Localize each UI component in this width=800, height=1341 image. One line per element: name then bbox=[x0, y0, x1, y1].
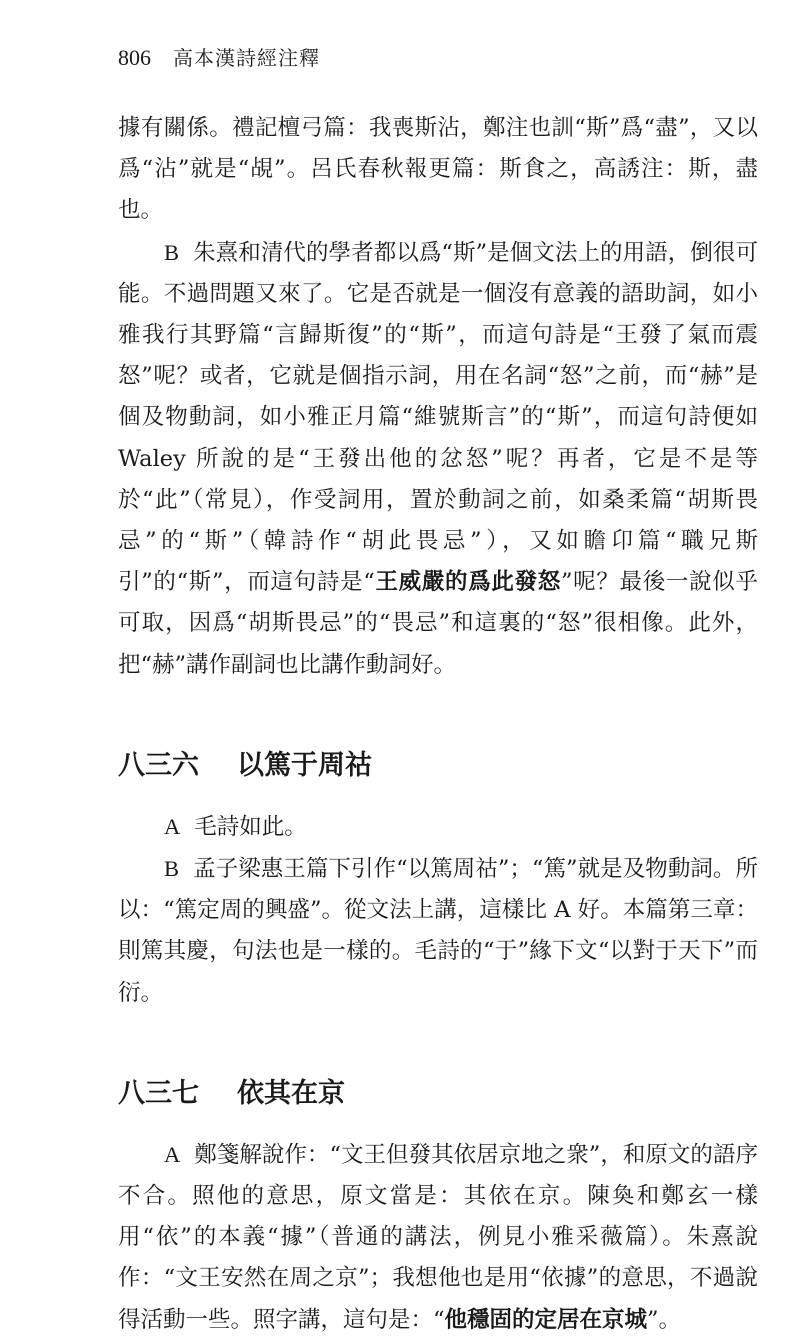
section-title: 以篤于周祜 bbox=[237, 749, 372, 781]
paragraph-text: ”。 bbox=[647, 1306, 682, 1333]
option-label-b: B bbox=[164, 239, 180, 265]
option-label-b: B bbox=[164, 856, 180, 882]
paragraph-b-836 bbox=[118, 848, 758, 1014]
paragraph-text: 孟子梁惠王篇下引作“以篤周祜”；“篤”就是及物動詞。所以：“篤定周的興盛”。從文法上講，這樣比 A 好。本篇第三章：則篤其慶，句法也是一樣的。毛詩的“于”緣下文“以對于天下”而衍。 bbox=[118, 856, 758, 1006]
paragraph-text: ”呢？最後一說似乎可取，因爲“胡斯畏忌”的“畏忌”和這裏的“怒”很相像。此外，把“赫”講作副詞也比講作動詞好。 bbox=[118, 569, 758, 678]
paragraph-a-836 bbox=[118, 806, 758, 848]
section-number: 八三七 bbox=[118, 1077, 199, 1109]
option-label-a: A bbox=[164, 813, 181, 839]
section-number: 八三六 bbox=[118, 749, 199, 781]
continuation-paragraph: 據有關係。禮記檀弓篇：我喪斯沾，鄭注也訓“斯”爲“盡”，又以爲“沾”就是“覘”。呂氏春秋報更篇：斯食之，高誘注：斯，盡也。 bbox=[118, 115, 758, 224]
paragraph-text: 朱熹和清代的學者都以爲“斯”是個文法上的用語，倒很可能。不過問題又來了。它是否就是一個沒有意義的語助詞，如小雅我行其野篇“言歸斯復”的“斯”，而這句詩是“王發了氣而震怒”呢？或者，它就是個指示詞，用在名詞“怒”之前，而“赫”是個及物動詞，如小雅正月篇“維號斯言”的“斯”，而這句詩便如 Waley 所說的是“王發出他的忿怒”呢？再者，它是不是等於“此”（常見），作受詞用，置於動詞之前，如桑柔篇“胡斯畏忌”的“斯”（韓詩作“胡此畏忌”），又如瞻卬篇“職兄斯引”的“斯”，而這句詩是“ bbox=[118, 239, 758, 596]
paragraph-b-intro bbox=[118, 232, 758, 686]
option-label-a: A bbox=[164, 1141, 181, 1167]
paragraph-text: 鄭箋解說作：“文王但發其依居京地之衆”，和原文的語序不合。照他的意思，原文當是：其依在京。陳奐和鄭玄一樣用“依”的本義“據”（普通的講法，例見小雅采薇篇）。朱熹說作：“文王安然在周之京”；我想他也是用“依據”的意思，不過說得活動一些。照字講，這句是：“ bbox=[118, 1141, 758, 1333]
emphasized-translation: 王威嚴的爲此發怒 bbox=[374, 569, 561, 596]
section-heading-836 bbox=[118, 746, 758, 786]
section-title: 依其在京 bbox=[237, 1077, 345, 1109]
paragraph-a-837 bbox=[118, 1134, 758, 1341]
emphasized-translation: 他穩固的定居在京城 bbox=[444, 1306, 648, 1333]
running-header bbox=[118, 44, 320, 72]
section-heading-837 bbox=[118, 1074, 758, 1114]
page-body bbox=[118, 108, 758, 1341]
book-title: 高本漢詩經注釋 bbox=[173, 46, 320, 70]
page-number: 806 bbox=[118, 45, 151, 70]
paragraph-text: 毛詩如此。 bbox=[194, 813, 307, 840]
